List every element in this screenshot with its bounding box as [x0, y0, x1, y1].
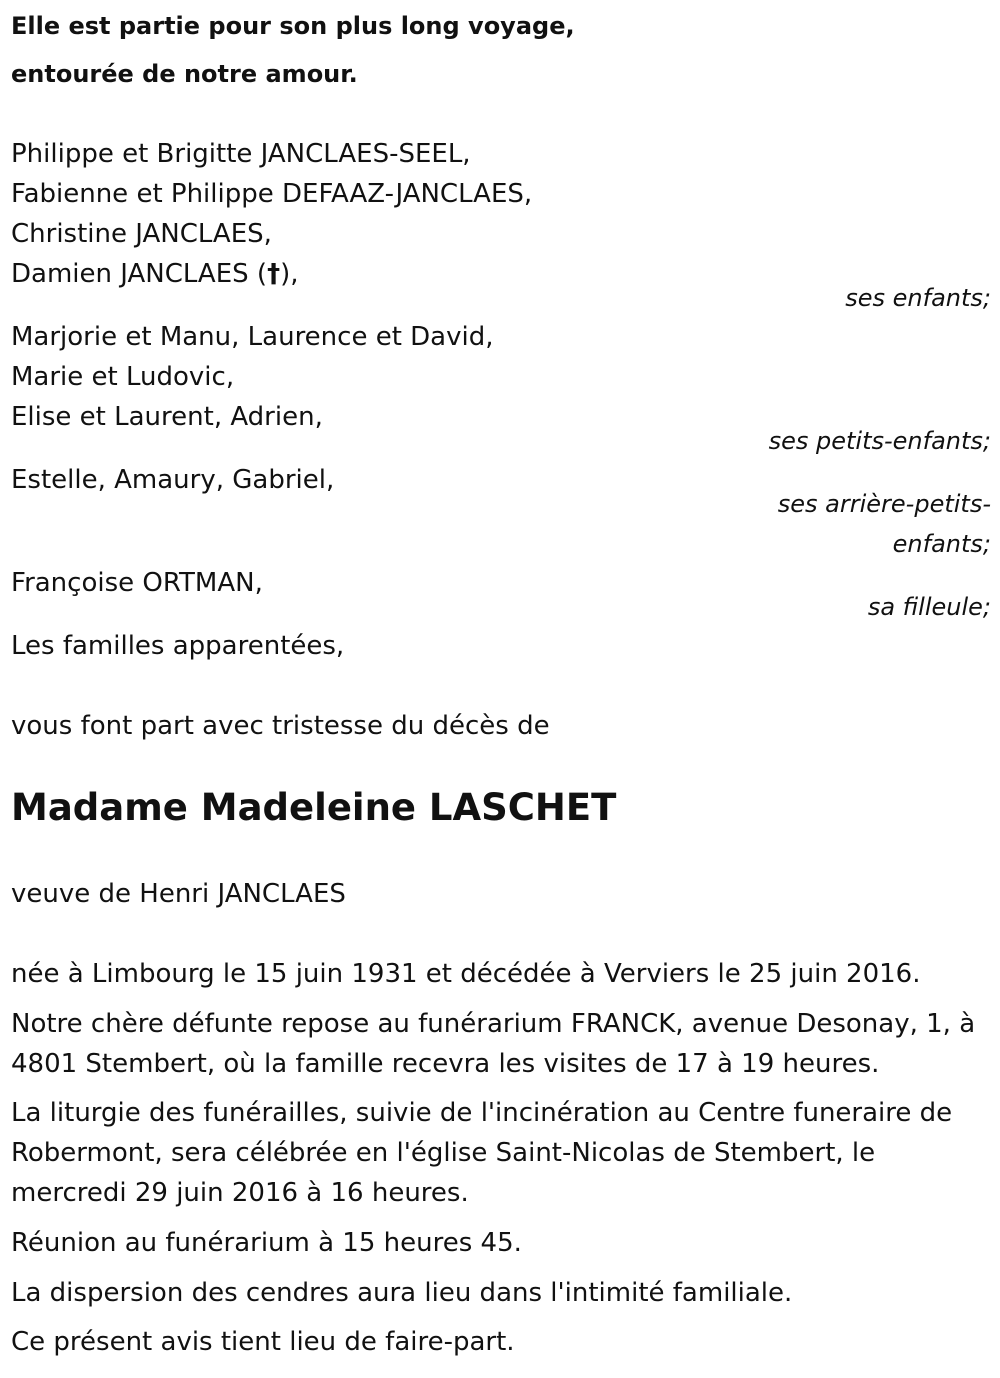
- liturgy-line-2: Robermont, sera célébrée en l'église Saint-Nicolas de Stembert, le: [11, 1138, 876, 1168]
- repose-line-2: 4801 Stembert, où la famille recevra les visites de 17 à 19 heures.: [11, 1049, 880, 1079]
- role-great-grandchildren-line-2: enfants;: [892, 530, 991, 558]
- liturgy-line-1: La liturgie des funérailles, suivie de l'incinération au Centre funeraire de: [11, 1098, 953, 1128]
- obituary-notice: [11, 0, 991, 1378]
- child-name-prefix: Damien JANCLAES (: [11, 259, 268, 289]
- deceased-name: Madame Madeleine LASCHET: [11, 786, 617, 829]
- role-great-grandchildren-line-1: ses arrière-petits-: [777, 490, 991, 518]
- epitaph-line-2: entourée de notre amour.: [11, 60, 358, 88]
- dagger-icon: †: [267, 259, 281, 289]
- grandchild-name: Marie et Ludovic,: [11, 362, 235, 392]
- role-grandchildren: ses petits-enfants;: [768, 427, 991, 455]
- repose-line-1: Notre chère défunte repose au funérarium FRANCK, avenue Desonay, 1, à: [11, 1009, 976, 1039]
- role-goddaughter: sa filleule;: [867, 593, 991, 621]
- widow-of: veuve de Henri JANCLAES: [11, 879, 346, 909]
- epitaph-line-1: Elle est partie pour son plus long voyage,: [11, 12, 575, 40]
- birth-death-details: née à Limbourg le 15 juin 1931 et décédée à Verviers le 25 juin 2016.: [11, 959, 921, 989]
- announcement: vous font part avec tristesse du décès de: [11, 711, 550, 741]
- dispersion-info: La dispersion des cendres aura lieu dans l'intimité familiale.: [11, 1278, 793, 1308]
- grandchild-name: Marjorie et Manu, Laurence et David,: [11, 322, 494, 352]
- child-name: Fabienne et Philippe DEFAAZ-JANCLAES,: [11, 179, 533, 209]
- liturgy-line-3: mercredi 29 juin 2016 à 16 heures.: [11, 1178, 469, 1208]
- meeting-info: Réunion au funérarium à 15 heures 45.: [11, 1228, 522, 1258]
- related-families: Les familles apparentées,: [11, 631, 345, 661]
- role-children: ses enfants;: [845, 284, 991, 312]
- notice-info: Ce présent avis tient lieu de faire-part.: [11, 1327, 515, 1357]
- great-grandchild-name: Estelle, Amaury, Gabriel,: [11, 465, 335, 495]
- child-name-deceased: [11, 254, 298, 294]
- child-name: Philippe et Brigitte JANCLAES-SEEL,: [11, 139, 471, 169]
- goddaughter-name: Françoise ORTMAN,: [11, 568, 263, 598]
- child-name: Christine JANCLAES,: [11, 219, 272, 249]
- grandchild-name: Elise et Laurent, Adrien,: [11, 402, 323, 432]
- child-name-suffix: ),: [280, 259, 299, 289]
